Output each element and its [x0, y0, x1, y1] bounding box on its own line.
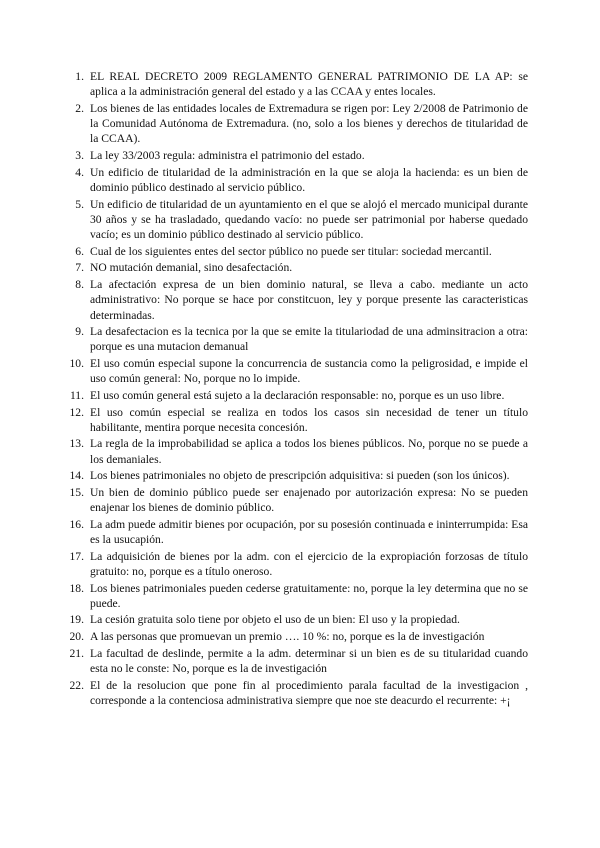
list-item-text: Un edificio de titularidad de la administración en la que se aloja la hacienda: es un bien de dominio público destinado al servicio público.	[90, 165, 528, 194]
list-item-number: 3.	[75, 149, 84, 163]
list-item-text: Los bienes de las entidades locales de Extremadura se rigen por: Ley 2/2008 de Patrimonio de la Comunidad Autónoma de Extremadura. (no, solo a los bienes y derechos de titularidad de la CCAA).	[90, 101, 528, 146]
list-item-number: 9.	[75, 325, 84, 339]
list-item-number: 8.	[75, 277, 84, 291]
list-item	[75, 244, 528, 259]
list-item	[75, 197, 528, 243]
list-item-text: El uso común especial se realiza en todos los casos sin necesidad de tener un título habilitante, mentira porque necesita concesión.	[90, 405, 528, 434]
list-item-text: El uso común especial supone la concurrencia de sustancia como la peligrosidad, e impide el uso común general: No, porque no lo impide.	[90, 357, 528, 386]
list-item	[75, 165, 528, 196]
list-item-text: La regla de la improbabilidad se aplica a todos los bienes públicos. No, porque no se puede a los demaniales.	[90, 437, 528, 466]
list-item-number: 2.	[75, 101, 84, 115]
list-item-text: A las personas que promuevan un premio …. 10 %: no, porque es la de investigación	[90, 630, 485, 644]
list-item-number: 13.	[69, 437, 84, 451]
list-item-text: El de la resolucion que pone fin al procedimiento parala facultad de la investigacion , corresponde a la contenciosa administrativa siempre que noe ste deacurdo el recurrente: +¡	[90, 678, 528, 707]
list-item	[69, 549, 528, 580]
list-item	[75, 69, 528, 100]
list-item-number: 19.	[69, 613, 84, 627]
list-item	[69, 468, 528, 483]
list-item-text: La adm puede admitir bienes por ocupación, por su posesión continuada e ininterrumpida: Esa es la usucapión.	[90, 517, 528, 547]
list-item-number: 16.	[69, 517, 84, 531]
list-item	[69, 388, 528, 403]
list-item-number: 17.	[69, 549, 84, 563]
list-item-number: 5.	[75, 197, 84, 211]
list-item-number: 20.	[69, 630, 84, 644]
list-item-text: Cual de los siguientes entes del sector público no puede ser titular: sociedad mercantil.	[90, 244, 492, 258]
list-item-text: NO mutación demanial, sino desafectación.	[90, 261, 293, 275]
list-item-text: La ley 33/2003 regula: administra el patrimonio del estado.	[90, 149, 365, 163]
list-item-text: Un bien de dominio público puede ser enajenado por autorización expresa: No se pueden enajenar los bienes de dominio público.	[90, 485, 528, 515]
list-item	[75, 148, 528, 163]
list-item-number: 14.	[69, 469, 84, 483]
list-item	[69, 581, 528, 612]
list-item	[75, 277, 528, 323]
list-item-number: 12.	[69, 405, 84, 419]
list-item-number: 18.	[69, 581, 84, 595]
numbered-list	[69, 69, 528, 709]
list-item	[69, 629, 528, 644]
list-item	[75, 260, 528, 275]
list-item-number: 22.	[69, 678, 84, 692]
list-item-text: Los bienes patrimoniales pueden cederse gratuitamente: no, porque la ley determina que no se puede.	[90, 581, 528, 610]
list-item-text: EL REAL DECRETO 2009 REGLAMENTO GENERAL PATRIMONIO DE LA AP: se aplica a la administración general del estado y a las CCAA y entes locales.	[90, 70, 528, 99]
list-item-number: 7.	[75, 261, 84, 275]
list-item-text: El uso común general está sujeto a la declaración responsable: no, porque es un uso libre.	[90, 388, 505, 402]
list-item	[75, 324, 528, 355]
list-item-number: 6.	[75, 244, 84, 258]
list-item-text: Los bienes patrimoniales no objeto de prescripción adquisitiva: si pueden (son los únicos).	[90, 469, 510, 483]
list-item-text: La adquisición de bienes por la adm. con el ejercicio de la expropiación forzosas de título gratuito: no, porque es a título oneroso.	[90, 549, 528, 578]
list-item-text: La desafectacion es la tecnica por la que se emite la titulariodad de una adminsitracion a otra: porque es una mutacion demanual	[90, 325, 528, 354]
list-item	[69, 678, 528, 709]
list-item	[75, 101, 528, 147]
list-item	[69, 517, 528, 548]
list-item-text: La facultad de deslinde, permite a la adm. determinar si un bien es de su titularidad cuando esta no le conste: No, porque es la de investigación	[90, 646, 528, 675]
list-item-text: La cesión gratuita solo tiene por objeto el uso de un bien: El uso y la propiedad.	[90, 613, 460, 627]
list-item-text: La afectación expresa de un bien dominio natural, se lleva a cabo. mediante un acto administrativo: No porque se hace por constitcuon, ley y porque presente las caracteristicas determinadas.	[90, 277, 528, 322]
list-item	[69, 436, 528, 467]
list-item	[69, 356, 528, 387]
list-item	[69, 485, 528, 516]
list-item	[69, 646, 528, 677]
list-item-number: 1.	[75, 70, 84, 83]
list-item-number: 11.	[69, 388, 84, 402]
list-item-number: 4.	[75, 165, 84, 179]
list-item-number: 15.	[69, 485, 84, 499]
list-item	[69, 612, 528, 627]
list-item-number: 21.	[69, 646, 84, 660]
list-item	[69, 405, 528, 436]
list-item-number: 10.	[69, 357, 84, 371]
list-item-text: Un edificio de titularidad de un ayuntamiento en el que se alojó el mercado municipal durante 30 años y se ha trasladado, quedando vacío: no puede ser patrimonial por haberse quedado vacío; es un dominio público destinado al servicio público.	[90, 197, 528, 242]
